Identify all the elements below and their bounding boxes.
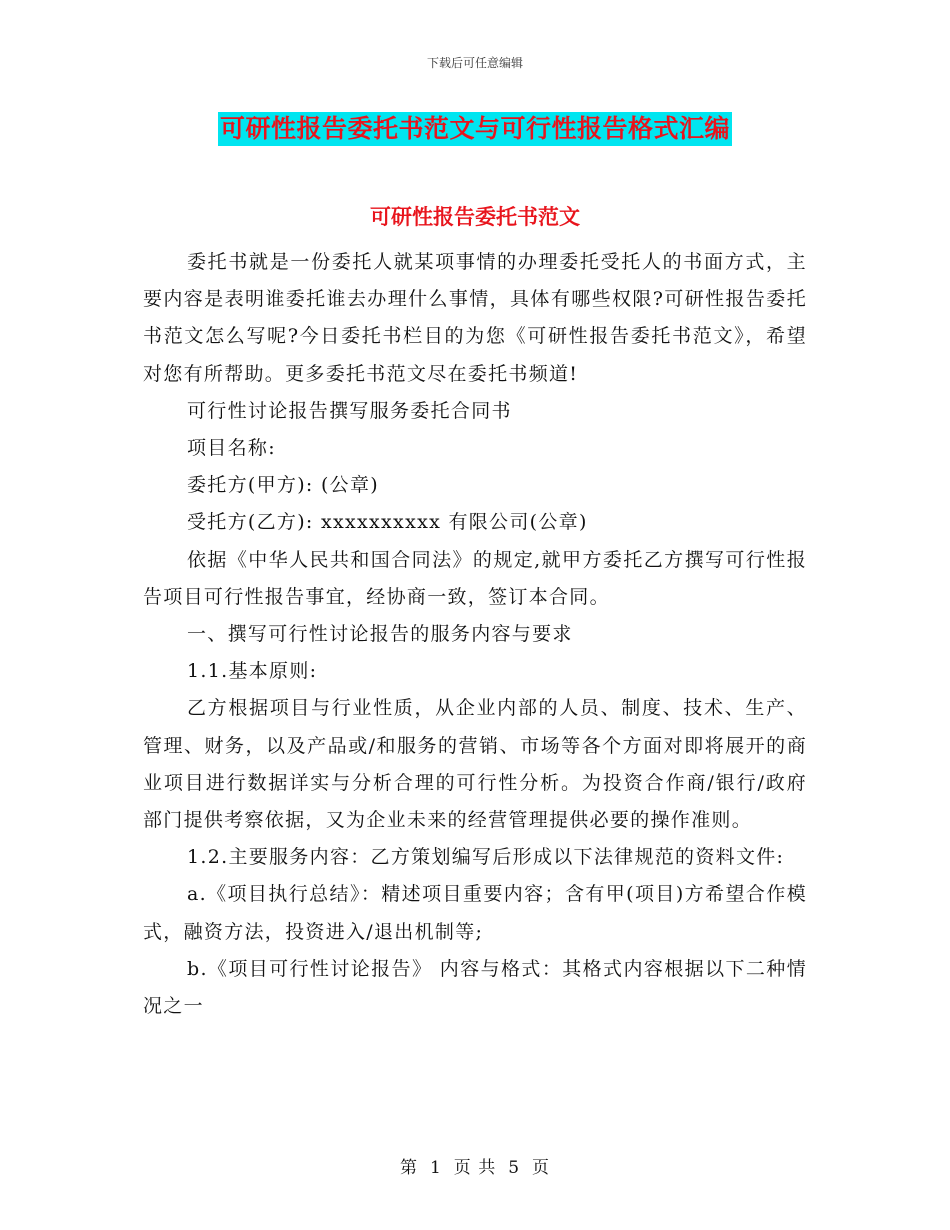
footer-suffix: 页 (532, 1158, 551, 1178)
section-title: 可研性报告委托书范文 (370, 205, 580, 229)
paragraph-intro: 委托书就是一份委托人就某项事情的办理委托受托人的书面方式，主要内容是表明谁委托谁去办理什么事情，具体有哪些权限?可研性报告委托书范文怎么写呢?今日委托书栏目的为您《可研性报告委托书范文》，希望对您有所帮助。更多委托书范文尽在委托书频道! (143, 251, 807, 385)
paragraph-party-a: 委托方(甲方): (公章) (187, 474, 379, 497)
footer-prefix: 第 (399, 1158, 418, 1178)
footer-total-pages: 5 (508, 1158, 521, 1178)
footer-mid: 页 共 (453, 1158, 497, 1178)
paragraph-main-services: 1.2.主要服务内容：乙方策划编写后形成以下法律规范的资料文件: (187, 846, 785, 869)
paragraph-basic-principle: 乙方根据项目与行业性质，从企业内部的人员、制度、技术、生产、管理、财务，以及产品或/和服务的营销、市场等各个方面对即将展开的商业项目进行数据详实与分析合理的可行性分析。为投资合作商/银行/政府部门提供考察依据，又为企业未来的经营管理提供必要的操作准则。 (143, 697, 807, 832)
document-body (143, 244, 807, 1025)
page-header-note: 下载后可任意编辑 (426, 56, 523, 70)
paragraph-project-name: 项目名称: (187, 437, 276, 460)
paragraph-legal-basis: 依据《中华人民共和国合同法》的规定,就甲方委托乙方撰写可行性报告项目可行性报告事宜，经协商一致，签订本合同。 (143, 548, 807, 608)
footer-page-number: 1 (429, 1158, 442, 1178)
paragraph-contract-title: 可行性讨论报告撰写服务委托合同书 (187, 399, 512, 422)
paragraph-item-b: b.《项目可行性讨论报告》 内容与格式：其格式内容根据以下二种情况之一 (143, 957, 807, 1018)
paragraph-section-one-heading: 一、撰写可行性讨论报告的服务内容与要求 (187, 623, 573, 646)
document-title-container (0, 112, 950, 146)
paragraph-item-a: a.《项目执行总结》：精述项目重要内容；含有甲(项目)方希望合作模式，融资方法，投资进入/退出机制等; (143, 883, 807, 943)
paragraph-basic-principle-heading: 1.1.基本原则: (187, 660, 318, 683)
paragraph-party-b: 受托方(乙方): xxxxxxxxxx 有限公司(公章) (187, 511, 588, 534)
document-title: 可研性报告委托书范文与可行性报告格式汇编 (218, 112, 732, 146)
page-footer (0, 1153, 950, 1178)
